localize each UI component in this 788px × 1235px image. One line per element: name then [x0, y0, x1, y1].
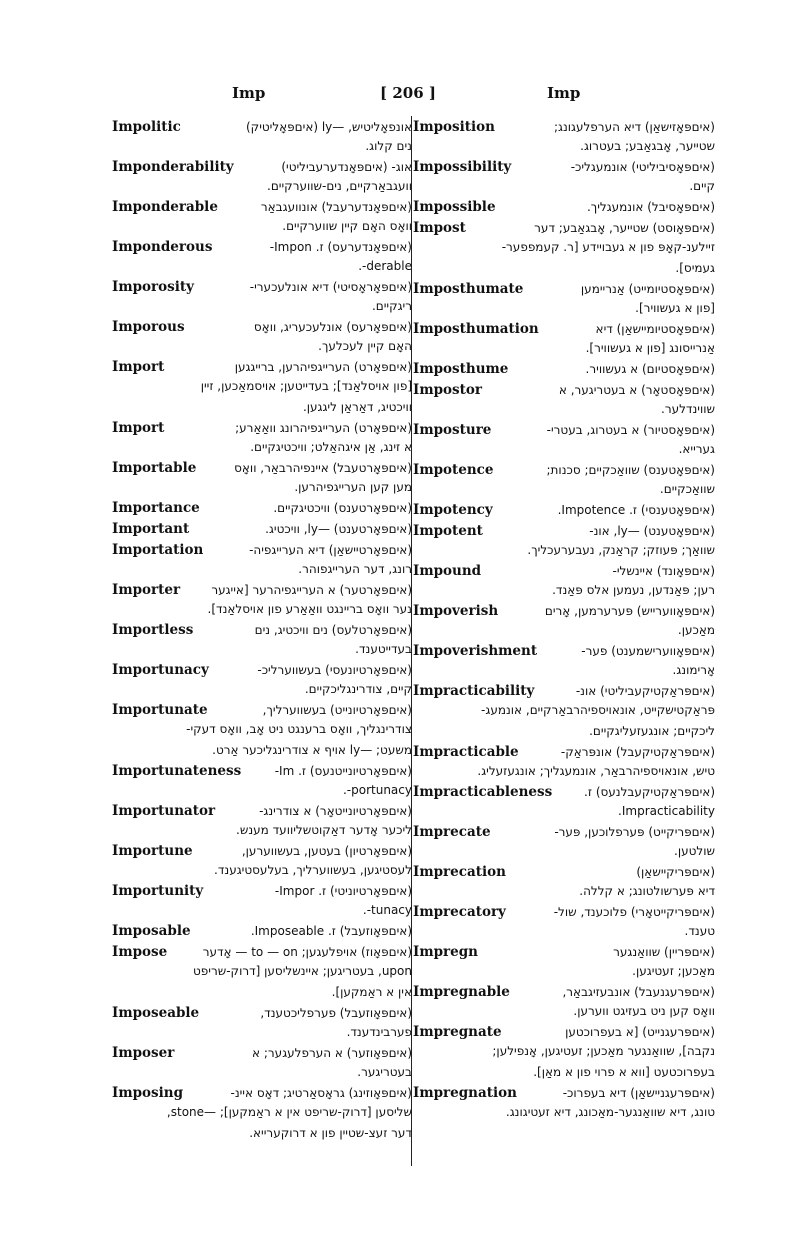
definition-continuation: האָם קיין לעכלעך.	[318, 339, 412, 353]
definition: (איםפּאָסטאָר) א בעטריגער, א	[558, 383, 715, 397]
headword: Impracticability	[413, 683, 535, 699]
definition-continuation: פערבינדענד.	[346, 1025, 412, 1039]
headword: Impracticable	[413, 744, 519, 760]
headword: Imprecation	[413, 864, 506, 880]
definition: (איםפּאָוזינג) גראָסאַרטיג; דאָס איינ-	[230, 1086, 412, 1100]
definition-continuation: משעט; —ly אויף א צודרינגליכער אַרט.	[212, 743, 412, 757]
definition-continuation: בעפרוכטעט [ווא א פרוי פון א מאַן].	[533, 1065, 715, 1079]
entry-line	[112, 661, 412, 680]
headword: Impracticableness	[413, 784, 553, 800]
definition-continuation: שווינדלער.	[661, 402, 715, 416]
dictionary-entry	[413, 1084, 715, 1122]
definition-continuation: שטייער, אָבגאַבע; בעטרוג.	[580, 139, 715, 153]
definition-continuation: רונג, דער הערייגפוהר.	[298, 562, 412, 576]
headword: Impoverish	[413, 603, 499, 619]
headword: Imprecatory	[413, 904, 506, 920]
dictionary-entry	[112, 621, 412, 659]
definition-continuation: קיים, צודרינגליכקיים.	[304, 682, 412, 696]
definition: (איםפּריקייטאָרי) פלוכענד, שול-	[553, 905, 715, 919]
headword: Impostor	[413, 382, 482, 398]
headword: Imposition	[413, 119, 495, 135]
headword: Imponderability	[112, 159, 234, 175]
dictionary-entry	[112, 118, 412, 156]
definition: (איםפּאָסיבל) אונמעגליך.	[586, 200, 715, 214]
definition: (איםפּאָסטיום) א געשוויר.	[585, 362, 715, 376]
headword: Imposthume	[413, 361, 509, 377]
dictionary-entry	[413, 903, 715, 941]
definition-continuation: דיא פּערשולטונג; א קללה.	[579, 884, 715, 898]
definition: (איםפּאָרטיונייטאָר) א צודרינג-	[259, 804, 412, 818]
dictionary-entry	[112, 943, 412, 981]
headword: Impregnable	[413, 984, 510, 1000]
headword: Important	[112, 521, 190, 537]
definition-continuation: מאַכען.	[677, 623, 715, 637]
entry-line	[112, 499, 412, 518]
definition-continuation: שוואַכקיים.	[659, 482, 715, 496]
entry-line	[112, 459, 412, 478]
dictionary-entry	[112, 581, 412, 619]
definition-continuation: שולטען.	[674, 844, 715, 858]
definition: (איםפּאָסטיומיישאַן) דיא	[595, 322, 715, 336]
entry-line	[112, 701, 412, 720]
headword: Impossible	[413, 199, 496, 215]
entry-line	[413, 421, 715, 440]
dictionary-entry	[413, 602, 715, 640]
headword: Imponderable	[112, 199, 218, 215]
entry-line	[413, 158, 715, 177]
entry-line	[112, 762, 412, 781]
dictionary-entry	[413, 642, 715, 680]
definition-continuation: קיים.	[689, 179, 715, 193]
definition: (איםפּאָווערייש) פּערערמען, אָרים	[544, 604, 715, 618]
dictionary-entry	[112, 158, 412, 196]
definition-continuation: שוואַך; פּעוזק; קראַנק, נעבערעכליך.	[527, 543, 715, 557]
dictionary-entry	[413, 722, 715, 741]
dictionary-entry	[413, 421, 715, 459]
entry-line	[413, 1023, 715, 1042]
definition: (איםפּאָרט) הערייגפיהרען, ברייגגען	[234, 360, 412, 374]
dictionary-entry	[112, 1084, 412, 1122]
dictionary-entry	[112, 1124, 412, 1143]
headword: Impregnate	[413, 1024, 502, 1040]
definition: (איםפּאָטענס) שוואַכקיים; סכנות;	[546, 463, 715, 477]
definition-continuation: וועגבאַרקיים, נים-שווערקיים.	[267, 179, 412, 193]
definition-continuation: מאַכען; זעטיגען.	[632, 964, 715, 978]
definition: (איםפּרעגניישאַן) דיא בעפרוכ-	[562, 1086, 715, 1100]
headword: Importunate	[112, 702, 208, 718]
entry-line	[112, 882, 412, 901]
entry-line	[112, 581, 412, 600]
definition-continuation: שליסען [דרוק-שריפט אין א ראַמקען]; —stone,	[166, 1105, 412, 1119]
dictionary-entry	[112, 318, 412, 356]
entry-line	[112, 621, 412, 640]
entry-line	[413, 783, 715, 802]
headword: Impotent	[413, 523, 483, 539]
dictionary-entry	[413, 1023, 715, 1061]
entry-line	[413, 381, 715, 400]
headword: Importless	[112, 622, 194, 638]
headword: Importunity	[112, 883, 204, 899]
header-right-guide-word: Imp	[547, 84, 581, 102]
entry-line	[413, 682, 715, 701]
entry-line	[413, 562, 715, 581]
headword: Imposable	[112, 923, 191, 939]
definition: אוג- (איםפּאָנדערעביליטי)	[281, 160, 412, 174]
entry-line	[112, 318, 412, 337]
dictionary-entry	[112, 762, 412, 800]
entry-line	[112, 1084, 412, 1103]
dictionary-entry	[413, 360, 715, 379]
entry-line	[413, 219, 715, 238]
headword: Imposture	[413, 422, 492, 438]
entry-line	[112, 238, 412, 257]
dictionary-entry	[112, 520, 412, 539]
entry-line	[413, 522, 715, 541]
entry-line	[112, 541, 412, 560]
headword: Imponderous	[112, 239, 213, 255]
left-column	[112, 118, 412, 1145]
definition: (איםפּריקייט) פּערפלוכען, פּער-	[554, 825, 715, 839]
headword: Imposer	[112, 1045, 175, 1061]
definition: אונפאָליטיש, —ly (איםפּאָליטיק)	[246, 120, 412, 134]
headword: Imporosity	[112, 279, 194, 295]
entry-line	[112, 278, 412, 297]
definition: (איםפּאָרטיוניטי) ז. Impor-	[274, 884, 412, 898]
definition: (איםפּראַקטיקעבלנעס) ז.	[584, 785, 715, 799]
headword: Importunateness	[112, 763, 242, 779]
definition: (איםפּראַקטיקעבל) אונפּראַק-	[560, 745, 715, 759]
dictionary-entry	[112, 419, 412, 457]
definition-continuation: וואָס קען ניט בעזיגט ווערען.	[573, 1004, 715, 1018]
definition: (איםפּאָוזעבל) פערפליכטענד,	[260, 1006, 412, 1020]
dictionary-entry	[413, 783, 715, 821]
definition-continuation: אָרימונג.	[672, 663, 715, 677]
page-number: [ 206 ]	[380, 84, 436, 102]
dictionary-entry	[413, 522, 715, 560]
headword: Impotence	[413, 462, 494, 478]
headword: Impregnation	[413, 1085, 517, 1101]
entry-line	[413, 983, 715, 1002]
headword: Imporous	[112, 319, 185, 335]
headword: Importunacy	[112, 662, 209, 678]
entry-line	[413, 823, 715, 842]
dictionary-entry	[413, 823, 715, 861]
definition-continuation: upon, בעטריגען; איינשליסען [דרוק-שריפט	[192, 964, 412, 978]
definition: (איםפּאָנדערעס) ז. Impon-	[269, 240, 412, 254]
dictionary-entry	[413, 219, 715, 257]
dictionary-entry	[112, 882, 412, 920]
entry-line	[112, 419, 412, 438]
dictionary-entry	[112, 842, 412, 880]
definition-continuation: נקבה], שוואַנגער מאַכען; זעטיגען, אָנפילען;	[492, 1044, 715, 1058]
definition-continuation: נים קלוג.	[365, 139, 412, 153]
entry-line	[413, 642, 715, 661]
definition: (איםפּאָסטיור) א בעטרוג, בעטרי-	[546, 423, 715, 437]
definition: (איםפּאָרעס) אונלעכעריג, וואָס	[253, 320, 412, 334]
dictionary-entry	[413, 259, 715, 278]
definition: (איםפּאָטענט) —ly, אונ-	[589, 524, 715, 538]
dictionary-entry	[413, 280, 715, 318]
definition: (איםפּאָנדערעבל) אונוועגבאַר	[260, 200, 412, 214]
definition-continuation: רען; פּאַנדען, נעמען אלס פּאַנד.	[552, 583, 715, 597]
header-left-guide-word: Imp	[232, 84, 266, 102]
definition-continuation: derable-.	[358, 259, 412, 273]
definition-continuation: [פון א געשוויר].	[635, 301, 715, 315]
definition: (איםפּאָרטיישאַן) דיא הערייגפיה-	[249, 543, 412, 557]
dictionary-entry	[413, 118, 715, 156]
definition-continuation: טענד.	[684, 924, 715, 938]
definition-continuation: בעטריגער.	[357, 1065, 412, 1079]
entry-line	[112, 520, 412, 539]
dictionary-entry	[112, 198, 412, 236]
entry-line	[112, 1044, 412, 1063]
dictionary-entry	[112, 238, 412, 276]
entry-line	[413, 602, 715, 621]
entry-line	[112, 158, 412, 177]
definition-continuation: ליכער אָדער דאַקוטשליוועד מענש.	[236, 823, 412, 837]
definition: (איםפּראַקטיקעביליטי) אונ-	[575, 684, 715, 698]
dictionary-entry	[112, 541, 412, 579]
definition: (איםפּאָוז) אויפלעגען; to — on — אָדער	[202, 945, 412, 959]
entry-line	[112, 922, 412, 941]
definition: (איםפּאָונד) איינשלי-	[612, 564, 715, 578]
dictionary-entry	[413, 562, 715, 600]
definition-continuation: צודרינגליך, וואָס ברענגט ניט אָב, וואָס דעקי-	[186, 722, 412, 736]
headword: Importance	[112, 500, 200, 516]
headword: Imprecate	[413, 824, 491, 840]
page-header	[112, 84, 718, 110]
dictionary-entry	[112, 1044, 412, 1082]
entry-line	[413, 501, 715, 520]
headword: Imposeable	[112, 1005, 200, 1021]
right-column	[413, 118, 715, 1124]
entry-line	[112, 1004, 412, 1023]
entry-line	[413, 1084, 715, 1103]
definition: (איםפּאָרטעבל) איינפיהרבאַר, וואָס	[234, 461, 412, 475]
entry-line	[112, 802, 412, 821]
definition: (איםפּאָזישאַן) דיא הערפלעגונג;	[553, 120, 715, 134]
headword: Impotency	[413, 502, 493, 518]
definition-continuation: וויכטיג, דאַראַן ליגגען.	[302, 400, 412, 414]
entry-line	[413, 903, 715, 922]
definition-continuation: טיש, אונאויספיהרבאַר, אונמעגליך; אונגעזעליג.	[477, 764, 715, 778]
definition-continuation: נער וואָס בריינגט וואַאַרע פון אויסלאַנד].	[207, 602, 412, 616]
definition: (איםפּאָסיביליטי) אונמעגליכ-	[570, 160, 715, 174]
dictionary-entry	[413, 863, 715, 901]
definition-continuation: וואָס האָם קיין שווערקיים.	[282, 219, 412, 233]
definition-continuation: א זינג, אַן איגהאַלט; וויכטיגקיים.	[250, 440, 412, 454]
entry-line	[413, 280, 715, 299]
entry-line	[413, 461, 715, 480]
definition-continuation: אין א ראַמקען].	[331, 985, 412, 999]
definition-continuation: בעדייטענד.	[355, 642, 412, 656]
dictionary-entry	[112, 459, 412, 497]
headword: Importune	[112, 843, 193, 859]
headword: Impolitic	[112, 119, 181, 135]
dictionary-entry	[413, 501, 715, 520]
headword: Importunator	[112, 803, 216, 819]
entry-line	[112, 118, 412, 137]
dictionary-entry	[413, 743, 715, 781]
definition-continuation: portunacy-.	[342, 783, 412, 797]
definition: (איםפּאָרטיונייטנעס) ז. Im-	[274, 764, 412, 778]
definition: (איםפּאָסטיומייט) אַנריימען	[580, 282, 715, 296]
headword: Impossibility	[413, 159, 512, 175]
entry-line	[112, 358, 412, 377]
headword: Importation	[112, 542, 204, 558]
dictionary-entry	[112, 358, 412, 396]
headword: Imposing	[112, 1085, 184, 1101]
definition: (איםפּאָרטיונייט) בעשווערליך,	[262, 703, 412, 717]
definition-continuation: אַנרייסונג [פון א געשוויר].	[585, 341, 715, 355]
definition: (איםפּאָרטענט) —ly, וויכטיג.	[265, 522, 412, 536]
headword: Impoverishment	[413, 643, 538, 659]
definition: (איםפּאָרט) הערייגפיהרונג וואַאַרע;	[235, 421, 412, 435]
definition-continuation: מען קען הערייגפיהרען.	[294, 480, 412, 494]
definition: (איםפּאָטענסי) ז. Impotence.	[557, 503, 715, 517]
dictionary-entry	[112, 499, 412, 518]
definition-continuation: Impracticability.	[618, 804, 715, 818]
definition: (איםפּאָרטלעס) נים וויכטיג, נים	[254, 623, 412, 637]
headword: Impost	[413, 220, 466, 236]
dictionary-entry	[112, 278, 412, 316]
dictionary-entry	[112, 741, 412, 760]
entry-line	[112, 842, 412, 861]
dictionary-entry	[112, 661, 412, 699]
entry-line	[413, 943, 715, 962]
dictionary-entry	[413, 461, 715, 499]
definition-continuation: גערייא.	[678, 442, 715, 456]
definition-continuation: טונג, דיא שוואַנגער-מאַכונג, דיא זעטיגונג.	[505, 1105, 715, 1119]
definition: (איםפּאָווערישמענט) פער-	[581, 644, 715, 658]
headword: Imposthumation	[413, 321, 539, 337]
definition: (איםפּרעגנעבל) אונבעזיגבאַר,	[562, 985, 715, 999]
entry-line	[413, 360, 715, 379]
definition: (איםפּריקיישאַן)	[636, 865, 715, 879]
dictionary-entry	[413, 158, 715, 196]
definition: (איםפּאָרטענס) וויכטיגקיים.	[273, 501, 412, 515]
definition-continuation: געמיס].	[675, 261, 715, 275]
headword: Import	[112, 359, 165, 375]
entry-line	[413, 320, 715, 339]
definition-continuation: ליכקיים; אונגעזעליגקיים.	[589, 724, 715, 738]
definition-continuation: ריגקיים.	[371, 299, 412, 313]
entry-line	[112, 943, 412, 962]
definition-continuation: פּראַקטישקייט, אונאויספיהרבאַרקיים, אונמעג-	[481, 703, 715, 717]
headword: Importable	[112, 460, 197, 476]
definition-continuation: דער זעצ-שטיין פון א דרוקערייא.	[249, 1126, 412, 1140]
dictionary-entry	[112, 701, 412, 739]
definition: (איםפּאָוסט) שטייער, אָבגאַבע; דער	[534, 221, 715, 235]
entry-line	[112, 198, 412, 217]
definition-continuation: [פון אויסלאַנד]; בעדייטען; אויסמאַכען, זיין	[200, 379, 412, 393]
headword: Importer	[112, 582, 181, 598]
dictionary-entry	[112, 983, 412, 1002]
definition: (איםפּרעגנייט) [א בעפרוכטען	[565, 1025, 715, 1039]
entry-line	[413, 198, 715, 217]
entry-line	[413, 863, 715, 882]
definition: (איםפּאָרטער) א הערייגפיהרער [אייגער	[211, 583, 412, 597]
headword: Impound	[413, 563, 482, 579]
definition: (איםפּריין) שוואַנגער	[613, 945, 715, 959]
headword: Impose	[112, 944, 168, 960]
dictionary-entry	[112, 398, 412, 417]
definition-continuation: לעסטיגען, בעשווערליך, בעלעסטיגענד.	[214, 863, 412, 877]
definition: (איםפּאָרטיונעסי) בעשווערליכ-	[257, 663, 412, 677]
dictionary-entry	[112, 922, 412, 941]
headword: Impregn	[413, 944, 478, 960]
dictionary-entry	[413, 1063, 715, 1082]
dictionary-entry	[413, 983, 715, 1021]
dictionary-entry	[413, 320, 715, 358]
dictionary-entry	[413, 198, 715, 217]
definition: (איםפּאָראָסיטי) דיא אונלעכערי-	[249, 280, 412, 294]
dictionary-entry	[413, 381, 715, 419]
definition: (איםפּאָוזער) א הערפלעגער; א	[252, 1046, 412, 1060]
dictionary-entry	[112, 802, 412, 840]
dictionary-entry	[413, 943, 715, 981]
dictionary-entry	[413, 682, 715, 720]
definition-continuation: זיילענ-קאָפּ פון א געבויידע [ר. קעמפפער-	[501, 240, 715, 254]
entry-line	[413, 743, 715, 762]
dictionary-entry	[112, 1004, 412, 1042]
definition: (איםפּאָרטיון) בעטען, בעשווערען,	[241, 844, 412, 858]
definition: (איםפּאָוזעבל) ז. Imposeable.	[250, 924, 412, 938]
entry-line	[413, 118, 715, 137]
headword: Import	[112, 420, 165, 436]
definition-continuation: tunacy-.	[362, 903, 412, 917]
headword: Imposthumate	[413, 281, 524, 297]
